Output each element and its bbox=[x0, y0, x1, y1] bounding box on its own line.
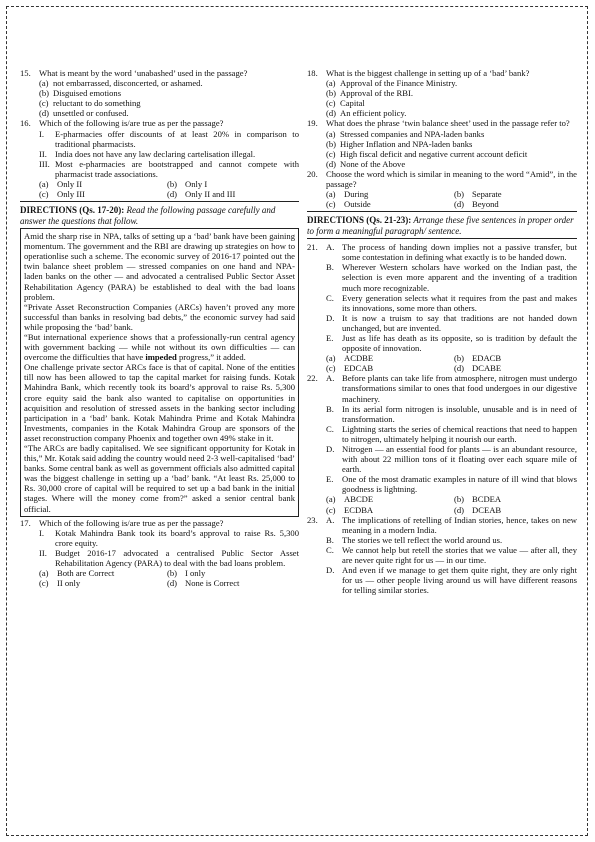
option-label: (c) bbox=[39, 98, 49, 109]
option-text: II only bbox=[57, 578, 81, 589]
question-21 bbox=[307, 242, 577, 373]
directions-heading: DIRECTIONS (Qs. 17-20): bbox=[20, 205, 125, 216]
passage-text: “But international experience shows that a professionally-run central agency with government backing — while not without its own difficulties — can overcome the difficulties that have bbox=[24, 331, 295, 363]
statement-text: Every generation selects what it requires from the past and makes its innovations, some more than others. bbox=[342, 292, 577, 313]
statement-label: A. bbox=[326, 514, 335, 525]
option-label: (a) bbox=[326, 353, 336, 364]
option-label: (b) bbox=[454, 494, 465, 505]
option-text: DCABE bbox=[472, 363, 502, 374]
question-text: What does the phrase ‘twin balance sheet’ used in the passage refer to? bbox=[326, 118, 570, 129]
statement-text: Lightning starts the series of chemical reactions that need to happen to nitrogen, ultimately helping it nourish our earth. bbox=[342, 423, 577, 444]
option-label: (a) bbox=[326, 128, 336, 139]
statement-text: And even if we manage to get them quite right, they are only right for us — other people living around us will have different reasons for telling similar stories. bbox=[342, 565, 577, 596]
option-label: (d) bbox=[39, 108, 50, 119]
statement-label: II. bbox=[39, 547, 47, 558]
option-text: Only III bbox=[57, 189, 85, 200]
option-label: (b) bbox=[39, 88, 50, 99]
directions-heading: DIRECTIONS (Qs. 21-23): bbox=[307, 215, 412, 226]
option-text: reluctant to do something bbox=[53, 98, 141, 109]
statement-text: The stories we tell reflect the world around us. bbox=[342, 534, 503, 545]
statement-text: Nitrogen — an essential food for plants — is an abundant resource, with about 22 million tons of it floating over each square mile of earth. bbox=[342, 444, 577, 475]
option-label: (c) bbox=[326, 199, 336, 210]
statement-text: Kotak Mahindra Bank took its board’s approval to raise Rs. 5,300 crore equity. bbox=[55, 527, 299, 548]
directions-text: Read the following passage carefully and answer the questions that follow. bbox=[20, 205, 276, 226]
option-text: Approval of the RBI. bbox=[340, 88, 414, 99]
option-label: (c) bbox=[39, 189, 49, 200]
question-text: What is meant by the word ‘unabashed’ used in the passage? bbox=[39, 68, 248, 78]
question-text: Choose the word which is similar in meaning to the word “Amid”, in the passage? bbox=[326, 168, 577, 190]
option-text: EDACB bbox=[472, 353, 502, 364]
option-text: Higher Inflation and NPA-laden banks bbox=[340, 138, 473, 149]
statement-text: We cannot help but retell the stories that we value — after all, they are never quite right for us — in our time. bbox=[342, 544, 577, 566]
question-text: What is the biggest challenge in setting up of a ‘bad’ bank? bbox=[326, 68, 530, 78]
option-label: (b) bbox=[326, 138, 337, 149]
statement-label: C. bbox=[326, 544, 334, 555]
directions-text: Arrange these five sentences in proper order to form a meaningful paragraph/ sentence. bbox=[307, 215, 574, 236]
option-text: BCDEA bbox=[472, 494, 502, 505]
statement-label: I. bbox=[39, 527, 45, 538]
option-text: Stressed companies and NPA-laden banks bbox=[340, 128, 485, 139]
option-label: (a) bbox=[326, 78, 336, 89]
question-22 bbox=[307, 373, 577, 514]
reading-passage bbox=[20, 228, 299, 517]
statement-text: It is now a truism to say that traditions are not handed down unchanged, but are invented. bbox=[342, 312, 577, 333]
statement-text: Just as life has death as its opposite, so is tradition by default the opposite of innovation. bbox=[342, 332, 577, 354]
question-number: 18. bbox=[307, 68, 318, 78]
option-text: DCEAB bbox=[472, 504, 502, 515]
left-column bbox=[20, 68, 299, 588]
statement-text: The process of handing down implies not a passive transfer, but some contestation in defining what exactly is to be handed down. bbox=[342, 242, 577, 263]
question-23 bbox=[307, 515, 577, 596]
option-label: (d) bbox=[167, 189, 178, 200]
statement-label: III. bbox=[39, 158, 50, 169]
option-text: Beyond bbox=[472, 199, 499, 210]
option-text: I only bbox=[185, 568, 206, 579]
passage-paragraph: “Private Asset Reconstruction Companies (ARCs) haven’t proved any more successful than banks in resolving bad debts,” the economic survey had said while proposing the ‘bad’ bank. bbox=[24, 301, 295, 332]
passage-paragraph bbox=[24, 332, 295, 362]
option-label: (b) bbox=[167, 179, 178, 190]
highlighted-word: impeded bbox=[145, 352, 177, 363]
passage-text: progress,” it added. bbox=[176, 352, 246, 363]
statement-label: C. bbox=[326, 423, 334, 434]
option-label: (d) bbox=[454, 199, 465, 210]
directions-17-20 bbox=[20, 205, 299, 226]
question-20 bbox=[307, 169, 577, 209]
question-text: Which of the following is/are true as per the passage? bbox=[39, 118, 224, 129]
option-text: Disguised emotions bbox=[53, 88, 122, 99]
question-number: 19. bbox=[307, 118, 318, 129]
statement-label: D. bbox=[326, 444, 335, 454]
statement-text: One of the most dramatic examples in nature of ill wind that blows goodness is lightning. bbox=[342, 474, 577, 495]
option-label: (c) bbox=[39, 578, 49, 589]
statement-text: The implications of retelling of Indian stories, hence, takes on new meaning in a modern India. bbox=[342, 514, 577, 535]
question-15 bbox=[20, 68, 299, 118]
statement-label: A. bbox=[326, 373, 335, 384]
statement-label: B. bbox=[326, 262, 334, 273]
passage-paragraph: Amid the sharp rise in NPA, talks of setting up a ‘bad’ bank have been gaining momentum. The government and the RBI are drawing up strategies on how to operationlise such a scheme. The economic survey of 2016-17 pointed out the twin balance sheet problem — stressed companies on one hand and NPA-laden banks on the other — and advocated a centralised Public Sector Asset Rehabilitation Agency (PARA) be established to deal with the bad loans problem. bbox=[24, 231, 295, 302]
statement-label: C. bbox=[326, 292, 334, 303]
statement-text: E-pharmacies offer discounts of at least 20% in comparison to traditional pharmacists. bbox=[55, 128, 299, 149]
statement-label: D. bbox=[326, 565, 335, 576]
option-text: Capital bbox=[340, 98, 365, 109]
statement-text: India does not have any law declaring cartelisation illegal. bbox=[55, 148, 256, 159]
question-number: 23. bbox=[307, 514, 318, 525]
option-label: (a) bbox=[39, 179, 49, 190]
option-label: (c) bbox=[326, 363, 336, 374]
statement-label: B. bbox=[326, 534, 334, 545]
divider bbox=[307, 238, 577, 239]
statement-label: I. bbox=[39, 128, 45, 139]
option-label: (b) bbox=[167, 568, 178, 579]
statement-label: A. bbox=[326, 242, 335, 253]
option-text: High fiscal deficit and negative current account deficit bbox=[340, 148, 528, 159]
option-label: (d) bbox=[326, 108, 337, 119]
option-text: ECDBA bbox=[344, 504, 374, 515]
statement-label: D. bbox=[326, 312, 335, 323]
passage-paragraph: “The ARCs are badly capitalised. We see significant opportunity for Kotak in this,” Mr. Kotak said adding the country would need 2-3 well-capitalised ‘bad’ banks. Some central bank as well as government officials also admitted capital was the biggest challenge in setting up a ‘bad’ bank. “At least Rs. 25,000 to Rs. 30,000 crore of capital will be required to set up a bad bank in the initial stages. Where will the money come from?” asked a senior central bank official. bbox=[24, 443, 295, 514]
option-text: unsettled or confused. bbox=[53, 108, 129, 119]
option-label: (b) bbox=[454, 353, 465, 364]
option-label: (c) bbox=[326, 504, 336, 515]
statement-text: Budget 2016-17 advocated a centralised Public Sector Asset Rehabilitation Agency (PARA) to deal with the bad loans problem. bbox=[55, 547, 299, 569]
option-text: During bbox=[344, 189, 369, 200]
option-label: (d) bbox=[167, 578, 178, 589]
statement-text: Wherever Western scholars have worked on the Indian past, the selection is even more apparent and the inventing of a tradition much more recognizable. bbox=[342, 262, 577, 293]
statement-label: II. bbox=[39, 148, 47, 159]
option-text: ABCDE bbox=[344, 494, 374, 505]
option-text: None of the Above bbox=[340, 158, 406, 169]
statement-text: In its aerial form nitrogen is insoluble, unusable and is in need of transformation. bbox=[342, 403, 577, 424]
option-text: Only II and III bbox=[185, 189, 236, 200]
option-label: (a) bbox=[326, 494, 336, 505]
option-text: Only II bbox=[57, 179, 83, 190]
option-text: ACDBE bbox=[344, 353, 374, 364]
option-text: EDCAB bbox=[344, 363, 374, 374]
statement-text: Most e-pharmacies are bootstrapped and cannot compete with pharmacist trade associations. bbox=[55, 158, 299, 179]
divider bbox=[307, 211, 577, 212]
question-text: Which of the following is/are true as per the passage? bbox=[39, 517, 224, 528]
option-text: not embarrassed, disconcerted, or ashamed. bbox=[53, 78, 203, 89]
option-label: (c) bbox=[326, 148, 336, 159]
option-text: Both are Correct bbox=[57, 568, 115, 579]
question-19 bbox=[307, 118, 577, 168]
option-label: (b) bbox=[326, 88, 337, 99]
right-column bbox=[307, 68, 577, 595]
statement-label: E. bbox=[326, 332, 334, 343]
question-number: 20. bbox=[307, 168, 318, 179]
question-16 bbox=[20, 118, 299, 199]
option-text: An efficient policy. bbox=[340, 108, 407, 119]
option-label: (a) bbox=[39, 568, 49, 579]
option-text: Separate bbox=[472, 189, 502, 200]
question-number: 16. bbox=[20, 118, 31, 129]
option-label: (a) bbox=[39, 78, 49, 89]
option-label: (a) bbox=[326, 189, 336, 200]
option-label: (d) bbox=[454, 363, 465, 374]
option-label: (b) bbox=[454, 189, 465, 200]
option-label: (d) bbox=[326, 158, 337, 169]
question-number: 22. bbox=[307, 373, 318, 384]
statement-text: Before plants can take life from atmosphere, nitrogen must undergo transformations similar to ones that food undergoes in our digestive machinery. bbox=[342, 373, 577, 404]
directions-21-23 bbox=[307, 215, 577, 236]
statement-label: B. bbox=[326, 403, 334, 414]
divider bbox=[20, 201, 299, 202]
option-text: Only I bbox=[185, 179, 208, 190]
question-number: 21. bbox=[307, 242, 318, 253]
option-label: (d) bbox=[454, 504, 465, 515]
question-number: 17. bbox=[20, 517, 31, 528]
option-text: Outside bbox=[344, 199, 371, 210]
option-text: None is Correct bbox=[185, 578, 240, 589]
option-text: Approval of the Finance Ministry. bbox=[340, 78, 458, 89]
question-17 bbox=[20, 518, 299, 589]
passage-paragraph: One challenge private sector ARCs face is that of capital. None of the entities till now has been allowed to tap the capital market for raising funds. Kotak Mahindra Bank, which recently took its board’s approval to raise Rs. 5,300 crore equity said the bank also wanted to capitalise on opportunities in acquisition and resolution of stressed assets in the banking sector including participation in a ‘bad’ bank. Kotak Mahindra Prime and Kotak Mahindra Investments, companies in the Kotak Mahindra Group are sponsors of the asset reconstruction company Phoenix and together own 49% stake in it. bbox=[24, 362, 295, 443]
question-number: 15. bbox=[20, 68, 31, 78]
question-18 bbox=[307, 68, 577, 118]
statement-label: E. bbox=[326, 474, 334, 485]
option-label: (c) bbox=[326, 98, 336, 109]
